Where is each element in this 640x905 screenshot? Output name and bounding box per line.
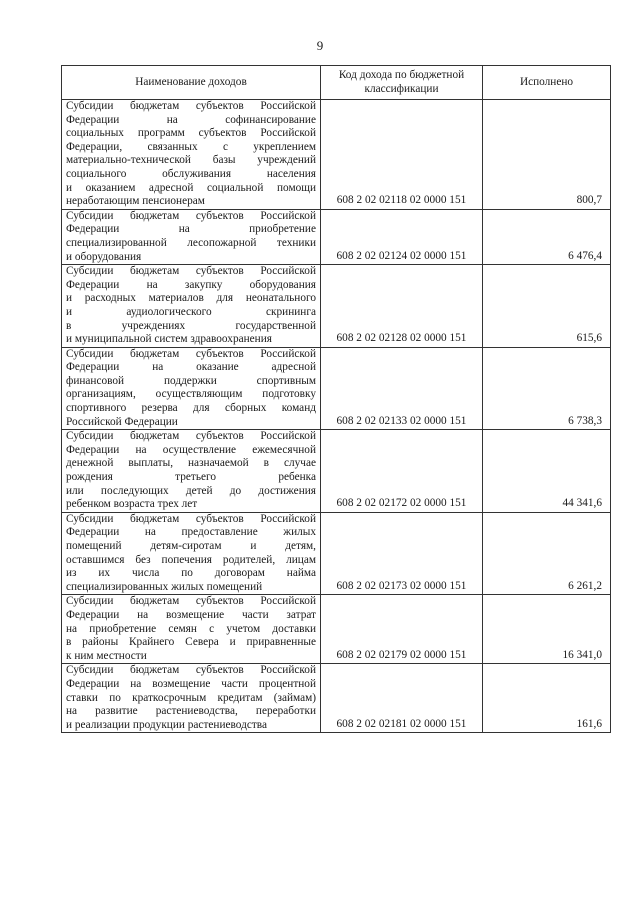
income-name-line: Федерации на возмещение части процентной bbox=[66, 677, 316, 690]
income-name-line: на приобретение семян с учетом доставки bbox=[66, 622, 316, 635]
income-name-line: Российской Федерации bbox=[66, 415, 178, 428]
income-code-cell: 608 2 02 02172 02 0000 151 bbox=[321, 430, 483, 513]
income-name-line: ребенком возраста трех лет bbox=[66, 498, 198, 511]
income-code-cell: 608 2 02 02179 02 0000 151 bbox=[321, 595, 483, 664]
table-row bbox=[62, 664, 611, 733]
executed-amount-cell: 161,6 bbox=[483, 664, 611, 733]
income-name-cell bbox=[62, 595, 321, 664]
income-name-line: Субсидии бюджетам субъектов Российской bbox=[66, 430, 316, 443]
table-body bbox=[62, 100, 611, 733]
income-name-line: и реализации продукции растениеводства bbox=[66, 718, 267, 731]
income-code-cell: 608 2 02 02124 02 0000 151 bbox=[321, 209, 483, 264]
header-income-name: Наименование доходов bbox=[62, 66, 321, 100]
revenue-table bbox=[61, 65, 611, 733]
income-name-line: Субсидии бюджетам субъектов Российской bbox=[66, 347, 316, 360]
income-code-cell: 608 2 02 02128 02 0000 151 bbox=[321, 265, 483, 348]
income-name-line: и муниципальной систем здравоохранения bbox=[66, 333, 272, 346]
income-name-line: на развитие растениеводства, переработки bbox=[66, 705, 316, 718]
page-number: 9 bbox=[316, 38, 324, 53]
table-row bbox=[62, 347, 611, 430]
income-name-line: и расходных материалов для неонатального bbox=[66, 292, 316, 305]
table-row bbox=[62, 265, 611, 348]
income-name-line: Федерации на осуществление ежемесячной bbox=[66, 443, 316, 456]
income-name-line: оставшимся без попечения родителей, лицам bbox=[66, 553, 316, 566]
income-name-line: Субсидии бюджетам субъектов Российской bbox=[66, 209, 316, 222]
income-name-cell bbox=[62, 265, 321, 348]
income-code-cell: 608 2 02 02173 02 0000 151 bbox=[321, 512, 483, 595]
executed-amount-cell: 44 341,6 bbox=[483, 430, 611, 513]
executed-amount-cell: 615,6 bbox=[483, 265, 611, 348]
income-name-line: и оказанием адресной социальной помощи bbox=[66, 181, 316, 194]
income-name-line: Субсидии бюджетам субъектов Российской bbox=[66, 595, 316, 608]
income-code-cell: 608 2 02 02181 02 0000 151 bbox=[321, 664, 483, 733]
income-code-cell: 608 2 02 02133 02 0000 151 bbox=[321, 347, 483, 430]
table-row bbox=[62, 512, 611, 595]
income-name-line: Федерации на приобретение bbox=[66, 223, 316, 236]
income-name-cell bbox=[62, 347, 321, 430]
executed-amount-cell: 6 476,4 bbox=[483, 209, 611, 264]
income-name-cell bbox=[62, 512, 321, 595]
income-name-line: Федерации на софинансирование bbox=[66, 113, 316, 126]
table-row bbox=[62, 100, 611, 210]
income-name-line: Субсидии бюджетам субъектов Российской bbox=[66, 100, 316, 112]
income-name-line: неработающим пенсионерам bbox=[66, 195, 205, 208]
income-name-line: специализированных жилых помещений bbox=[66, 580, 263, 593]
income-name-line: социальных программ субъектов Российской bbox=[66, 127, 316, 140]
income-name-line: помещений детям-сиротам и детям, bbox=[66, 540, 316, 552]
income-name-line: социального обслуживания населения bbox=[66, 167, 316, 180]
income-name-line: к ним местности bbox=[66, 649, 147, 662]
income-name-line: и оборудования bbox=[66, 250, 142, 263]
income-name-line: Федерации на оказание адресной bbox=[66, 361, 316, 374]
income-name-line: в районы Крайнего Севера и приравненные bbox=[66, 636, 316, 649]
income-name-line: финансовой поддержки спортивным bbox=[66, 374, 316, 387]
table-row bbox=[62, 430, 611, 513]
income-name-line: или последующих детей до достижения bbox=[66, 484, 316, 497]
executed-amount-cell: 16 341,0 bbox=[483, 595, 611, 664]
income-name-line: Федерации на закупку оборудования bbox=[66, 278, 316, 291]
income-name-line: Федерации, связанных с укреплением bbox=[66, 140, 316, 153]
income-name-line: ставки по краткосрочным кредитам (займам) bbox=[66, 691, 316, 704]
income-name-line: Субсидии бюджетам субъектов Российской bbox=[66, 512, 316, 525]
income-name-line: Субсидии бюджетам субъектов Российской bbox=[66, 265, 316, 278]
income-name-line: Субсидии бюджетам субъектов Российской bbox=[66, 664, 316, 677]
table-row bbox=[62, 595, 611, 664]
income-name-line: в учреждениях государственной bbox=[66, 319, 316, 332]
executed-amount-cell: 6 738,3 bbox=[483, 347, 611, 430]
income-name-cell bbox=[62, 209, 321, 264]
table-header-row bbox=[62, 66, 611, 100]
income-name-line: Федерации на предоставление жилых bbox=[66, 526, 316, 539]
header-income-code: Код дохода по бюджетной классификации bbox=[321, 66, 483, 100]
income-name-line: и аудиологического скрининга bbox=[66, 305, 316, 318]
header-executed: Исполнено bbox=[483, 66, 611, 100]
income-name-line: материально-технической базы учреждений bbox=[66, 154, 316, 167]
income-name-cell bbox=[62, 664, 321, 733]
income-name-line: спортивного резерва для сборных команд bbox=[66, 402, 316, 415]
income-name-cell bbox=[62, 100, 321, 210]
income-name-line: Федерации на возмещение части затрат bbox=[66, 608, 316, 621]
table-row bbox=[62, 209, 611, 264]
executed-amount-cell: 800,7 bbox=[483, 100, 611, 210]
income-name-line: рождения третьего ребенка bbox=[66, 471, 316, 484]
income-name-line: денежной выплаты, назначаемой в случае bbox=[66, 457, 316, 470]
income-name-cell bbox=[62, 430, 321, 513]
executed-amount-cell: 6 261,2 bbox=[483, 512, 611, 595]
income-name-line: организациям, осуществляющим подготовку bbox=[66, 388, 316, 401]
income-name-line: специализированной лесопожарной техники bbox=[66, 236, 316, 249]
income-code-cell: 608 2 02 02118 02 0000 151 bbox=[321, 100, 483, 210]
income-name-line: из их числа по договорам найма bbox=[66, 567, 316, 580]
